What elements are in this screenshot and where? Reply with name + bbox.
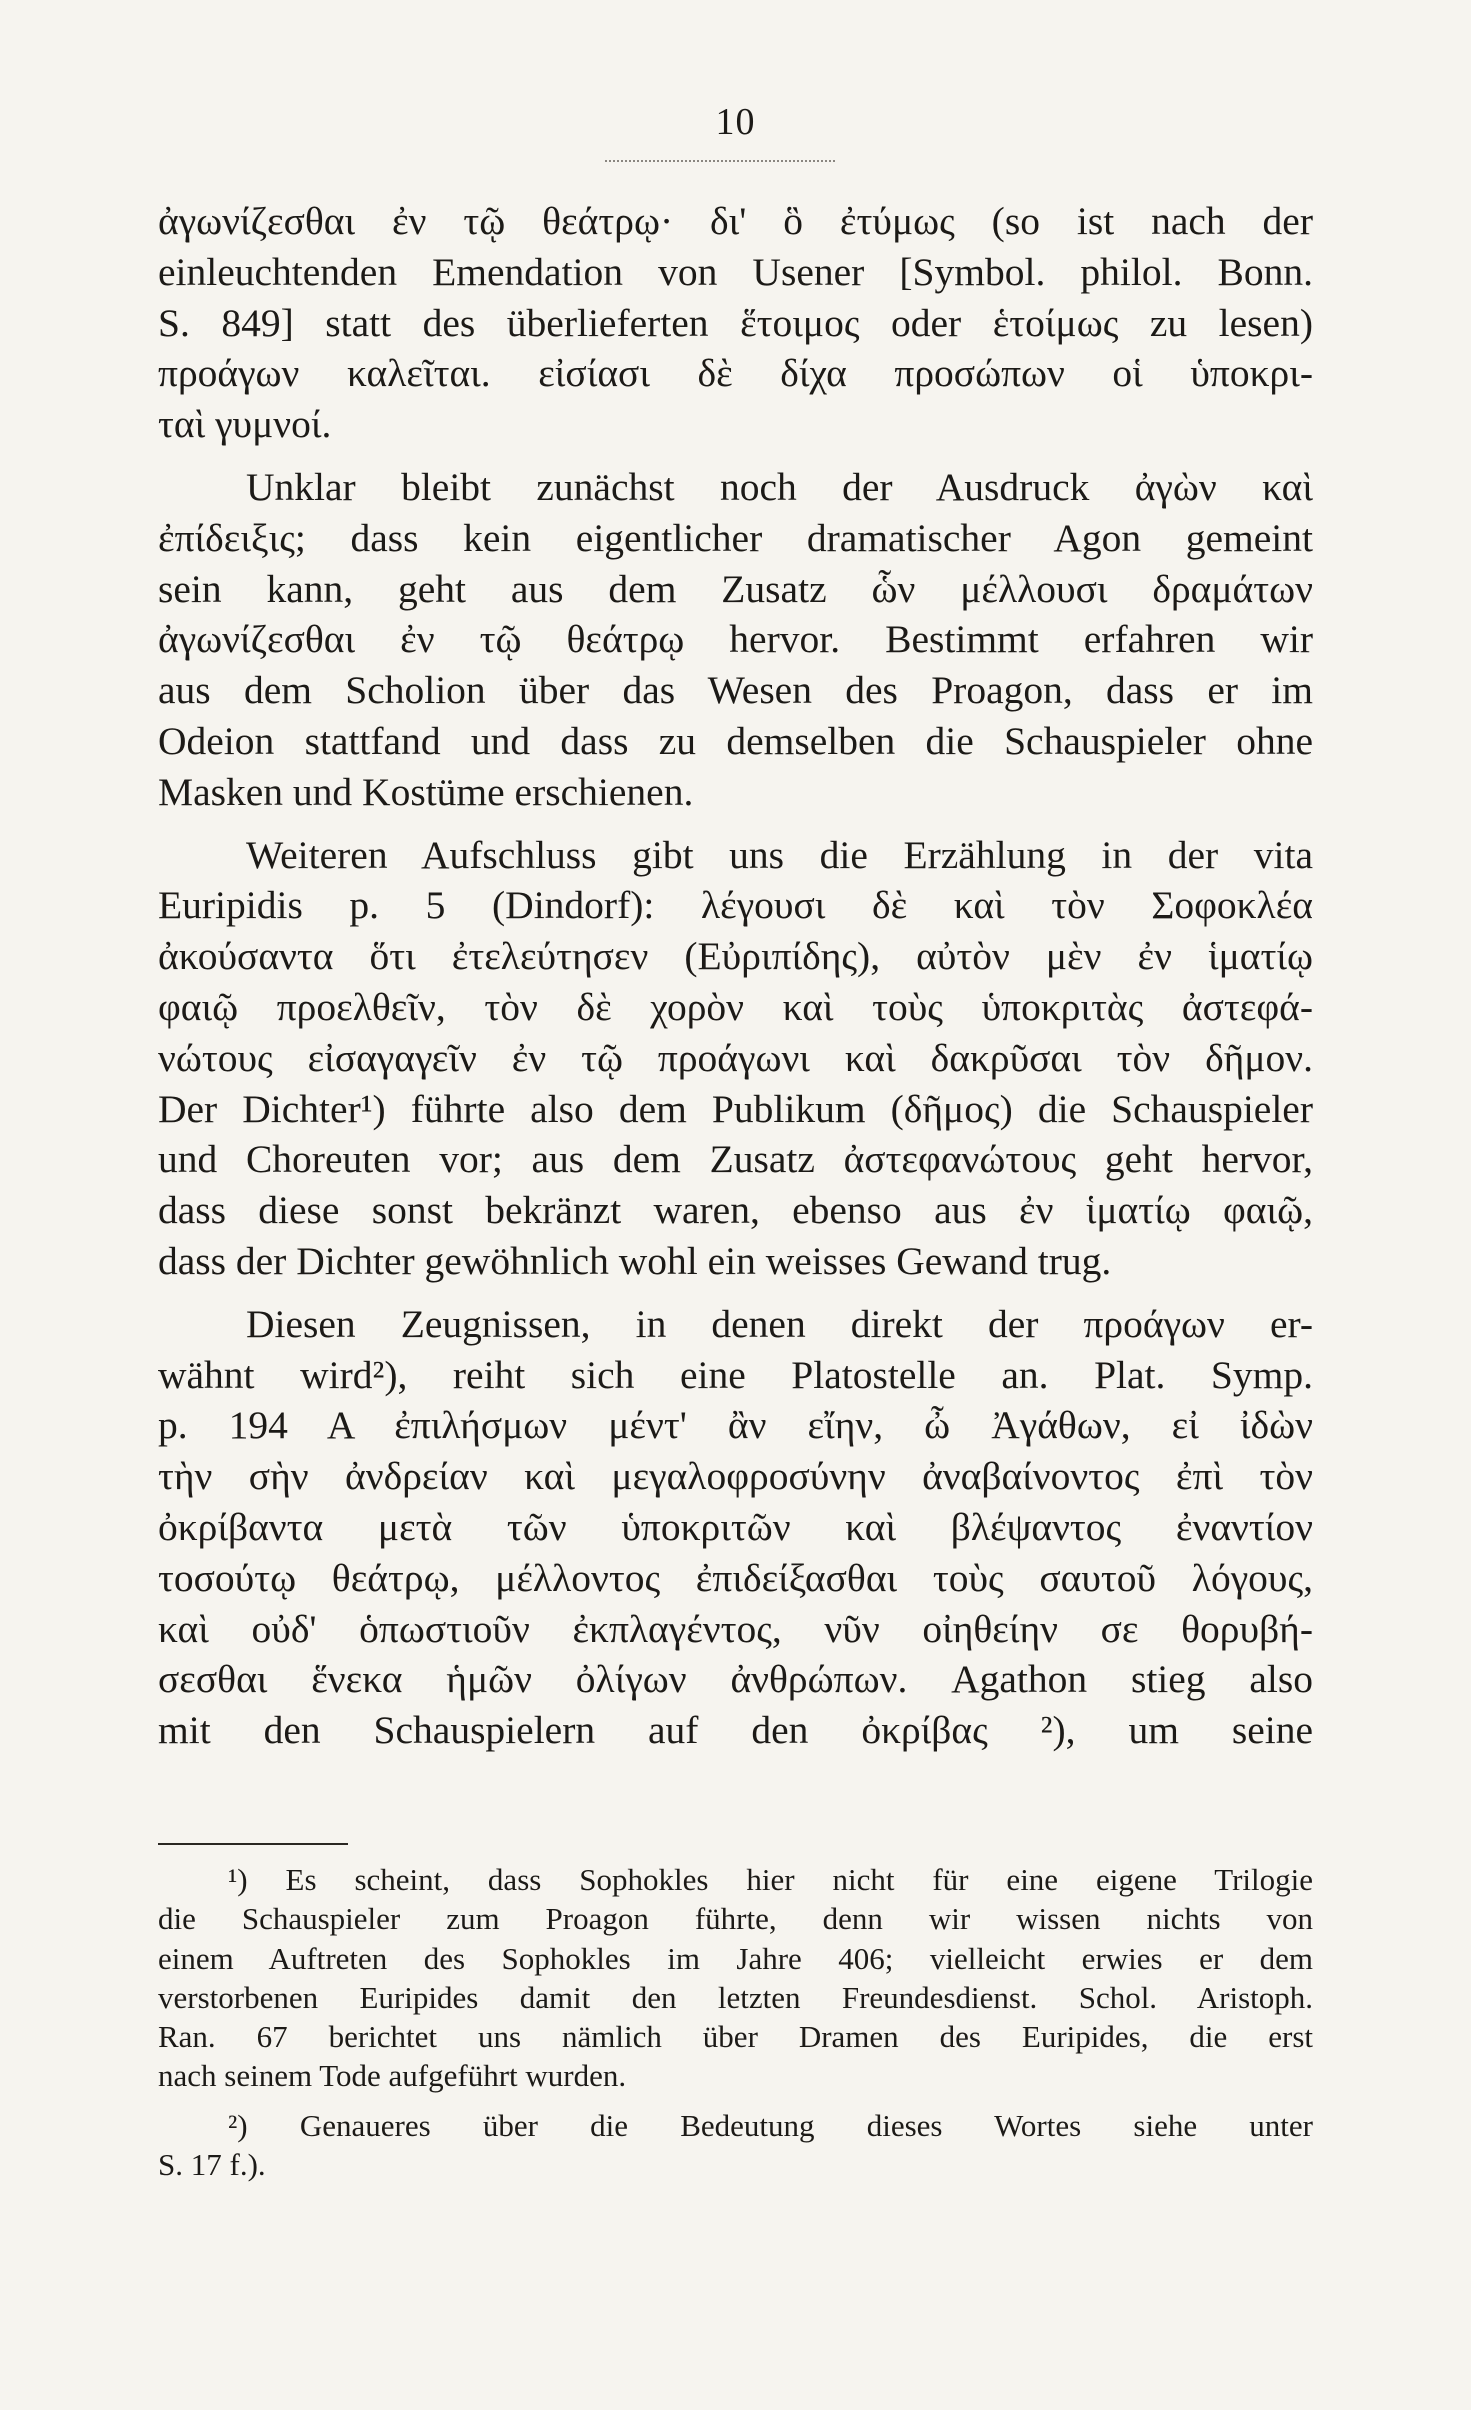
footnote-line: ²) Genaueres über die Bedeutung dieses Wortes siehe unter [228,2107,1313,2143]
page-number: 10 [715,101,756,143]
body-line: ἐπίδειξις; dass kein eigentlicher dramatischer Agon gemeint [158,515,1313,560]
body-line: dass diese sonst bekränzt waren, ebenso aus ἐν ἱματίῳ φαιῷ, [158,1188,1313,1233]
body-text [158,196,1313,1756]
body-line: Masken und Kostüme erschienen. [158,769,694,814]
body-line: wähnt wird²), reiht sich eine Platostelle an. Plat. Symp. [158,1352,1313,1397]
body-line: καὶ οὐδ' ὁπωστιοῦν ἐκπλαγέντος, νῦν οἰηθείην σε θορυβή- [158,1606,1313,1651]
body-line: S. 849] statt des überlieferten ἕτοιμος oder ἑτοίμως zu lesen) [158,300,1313,345]
body-line: dass der Dichter gewöhnlich wohl ein weisses Gewand trug. [158,1238,1112,1283]
body-line: νώτους εἰσαγαγεῖν ἐν τῷ προάγωνι καὶ δακρῦσαι τὸν δῆμον. [158,1035,1313,1080]
footnote-line: verstorbenen Euripides damit den letzten Freundesdienst. Schol. Aristoph. [158,1979,1313,2015]
footnote-line: nach seinem Tode aufgeführt wurden. [158,2058,627,2094]
body-line: Odeion stattfand und dass zu demselben die Schauspieler ohne [158,718,1313,763]
body-line: ταὶ γυμνοί. [158,402,332,447]
footnote-gap [158,2096,1313,2106]
body-line: Der Dichter¹) führte also dem Publikum (δῆμος) die Schauspieler [158,1086,1313,1131]
body-line: Unklar bleibt zunächst noch der Ausdruck ἀγὼν καὶ [246,464,1313,509]
body-line: und Choreuten vor; aus dem Zusatz ἀστεφανώτους geht hervor, [158,1137,1313,1182]
body-line: προάγων καλεῖται. εἰσίασι δὲ δίχα προσώπων οἱ ὑποκρι- [158,351,1313,396]
footnote-line: S. 17 f.). [158,2147,266,2183]
paragraph-gap [158,450,1313,462]
body-line: ἀγωνίζεσθαι ἐν τῷ θεάτρῳ hervor. Bestimmt erfahren wir [158,617,1313,662]
footnote-rule [158,1843,348,1845]
body-line: Diesen Zeugnissen, in denen direkt der προάγων er- [246,1301,1313,1346]
paragraph-gap [158,1287,1313,1299]
paragraph-gap [158,818,1313,830]
body-line: φαιῷ προελθεῖν, τὸν δὲ χορὸν καὶ τοὺς ὑποκριτὰς ἀστεφά- [158,984,1313,1029]
body-line: Weiteren Aufschluss gibt uns die Erzählung in der vita [246,832,1313,877]
body-line: aus dem Scholion über das Wesen des Proagon, dass er im [158,668,1313,713]
body-line: τοσούτῳ θεάτρῳ, μέλλοντος ἐπιδείξασθαι τοὺς σαυτοῦ λόγους, [158,1555,1313,1600]
body-line: Euripidis p. 5 (Dindorf): λέγουσι δὲ καὶ τὸν Σοφοκλέα [158,883,1313,928]
body-line: ὀκρίβαντα μετὰ τῶν ὑποκριτῶν καὶ βλέψαντος ἐναντίον [158,1504,1313,1549]
footnotes [158,1860,1313,2184]
header-rule [605,160,835,162]
body-line: σεσθαι ἕνεκα ἡμῶν ὀλίγων ἀνθρώπων. Agathon stieg also [158,1657,1313,1702]
body-line: einleuchtenden Emendation von Usener [Symbol. philol. Bonn. [158,249,1313,294]
footnote-line: einem Auftreten des Sophokles im Jahre 406; vielleicht erwies er dem [158,1940,1313,1976]
body-line: ἀγωνίζεσθαι ἐν τῷ θεάτρῳ· δι' ὃ ἐτύμως (so ist nach der [158,199,1313,243]
footnote-line: die Schauspieler zum Proagon führte, denn wir wissen nichts von [158,1901,1313,1937]
body-line: sein kann, geht aus dem Zusatz ὧν μέλλουσι δραμάτων [158,566,1313,611]
body-line: ἀκούσαντα ὅτι ἐτελεύτησεν (Εὐριπίδης), αὐτὸν μὲν ἐν ἱματίῳ [158,934,1313,979]
footnote-line: ¹) Es scheint, dass Sophokles hier nicht für eine eigene Trilogie [228,1862,1313,1897]
footnote-line: Ran. 67 berichtet uns nämlich über Dramen des Euripides, die erst [158,2019,1313,2055]
body-line: p. 194 A ἐπιλήσμων μέντ' ἂν εἴην, ὦ Ἀγάθων, εἰ ἰδὼν [158,1403,1313,1448]
body-line: τὴν σὴν ἀνδρείαν καὶ μεγαλοφροσύνην ἀναβαίνοντος ἐπὶ τὸν [158,1454,1313,1499]
body-line: mit den Schauspielern auf den ὀκρίβας ²), um seine [158,1708,1313,1753]
